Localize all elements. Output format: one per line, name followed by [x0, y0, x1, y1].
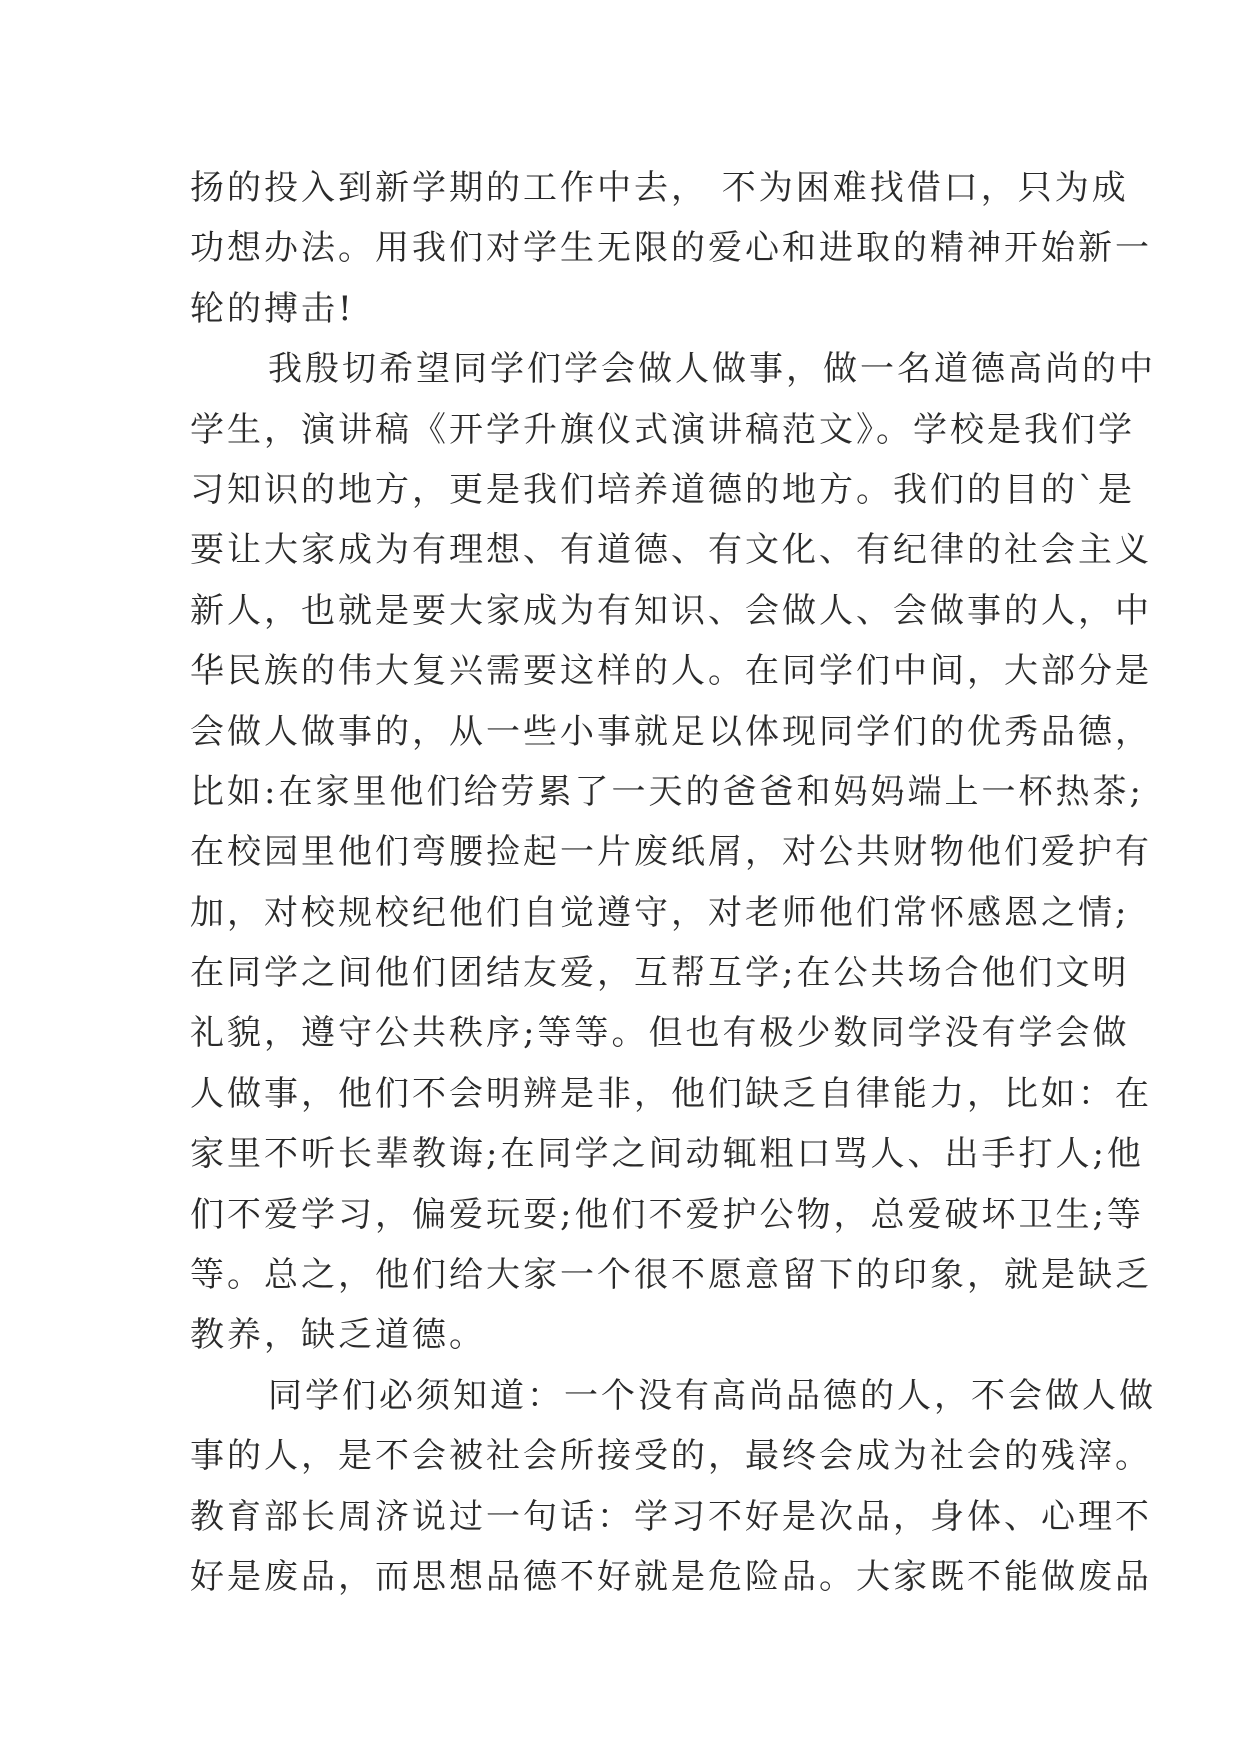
text-line: 新人，也就是要大家成为有知识、会做人、会做事的人，中 — [190, 590, 1152, 631]
text-line: 扬的投入到新学期的工作中去， 不为困难找借口，只为成 — [190, 168, 1129, 208]
text-line: 习知识的地方，更是我们培养道德的地方。我们的目的`是 — [190, 469, 1135, 510]
text-line: 要让大家成为有理想、有道德、有文化、有纪律的社会主义 — [190, 530, 1152, 571]
document-body — [190, 158, 1156, 1607]
text-line: 在校园里他们弯腰捡起一片废纸屑，对公共财物他们爱护有 — [190, 832, 1152, 873]
text-line: 会做人做事的，从一些小事就足以体现同学们的优秀品德， — [190, 711, 1152, 752]
text-line: 轮的搏击! — [190, 288, 355, 329]
paragraph — [190, 1366, 1156, 1608]
text-line: 教养，缺乏道德。 — [190, 1315, 486, 1356]
text-line: 我殷切希望同学们学会做人做事，做一名道德高尚的中 — [268, 349, 1156, 390]
text-line: 人做事，他们不会明辨是非，他们缺乏自律能力，比如：在 — [190, 1073, 1152, 1114]
text-line: 加，对校规校纪他们自觉遵守，对老师他们常怀感恩之情; — [190, 892, 1130, 933]
text-line: 事的人，是不会被社会所接受的，最终会成为社会的残滓。 — [190, 1436, 1152, 1477]
paragraph — [190, 158, 1152, 339]
text-line: 华民族的伟大复兴需要这样的人。在同学们中间，大部分是 — [190, 651, 1152, 692]
text-line: 同学们必须知道：一个没有高尚品德的人，不会做人做 — [268, 1375, 1156, 1416]
text-line: 学生，演讲稿《开学升旗仪式演讲稿范文》。学校是我们学 — [190, 409, 1135, 450]
text-line: 比如:在家里他们给劳累了一天的爸爸和妈妈端上一杯热茶; — [190, 771, 1144, 812]
text-line: 教育部长周济说过一句话：学习不好是次品，身体、心理不 — [190, 1496, 1152, 1537]
text-line: 礼貌，遵守公共秩序;等等。但也有极少数同学没有学会做 — [190, 1013, 1130, 1054]
text-line: 家里不听长辈教诲;在同学之间动辄粗口骂人、出手打人;他 — [190, 1134, 1144, 1175]
text-line: 们不爱学习，偏爱玩耍;他们不爱护公物，总爱破坏卫生;等 — [190, 1194, 1144, 1235]
text-line: 在同学之间他们团结友爱，互帮互学;在公共场合他们文明 — [190, 953, 1130, 994]
text-line: 好是废品，而思想品德不好就是危险品。大家既不能做废品 — [190, 1556, 1152, 1597]
text-line: 等。总之，他们给大家一个很不愿意留下的印象，就是缺乏 — [190, 1255, 1152, 1296]
text-line: 功想办法。用我们对学生无限的爱心和进取的精神开始新一 — [190, 228, 1152, 269]
paragraph — [190, 339, 1156, 1366]
